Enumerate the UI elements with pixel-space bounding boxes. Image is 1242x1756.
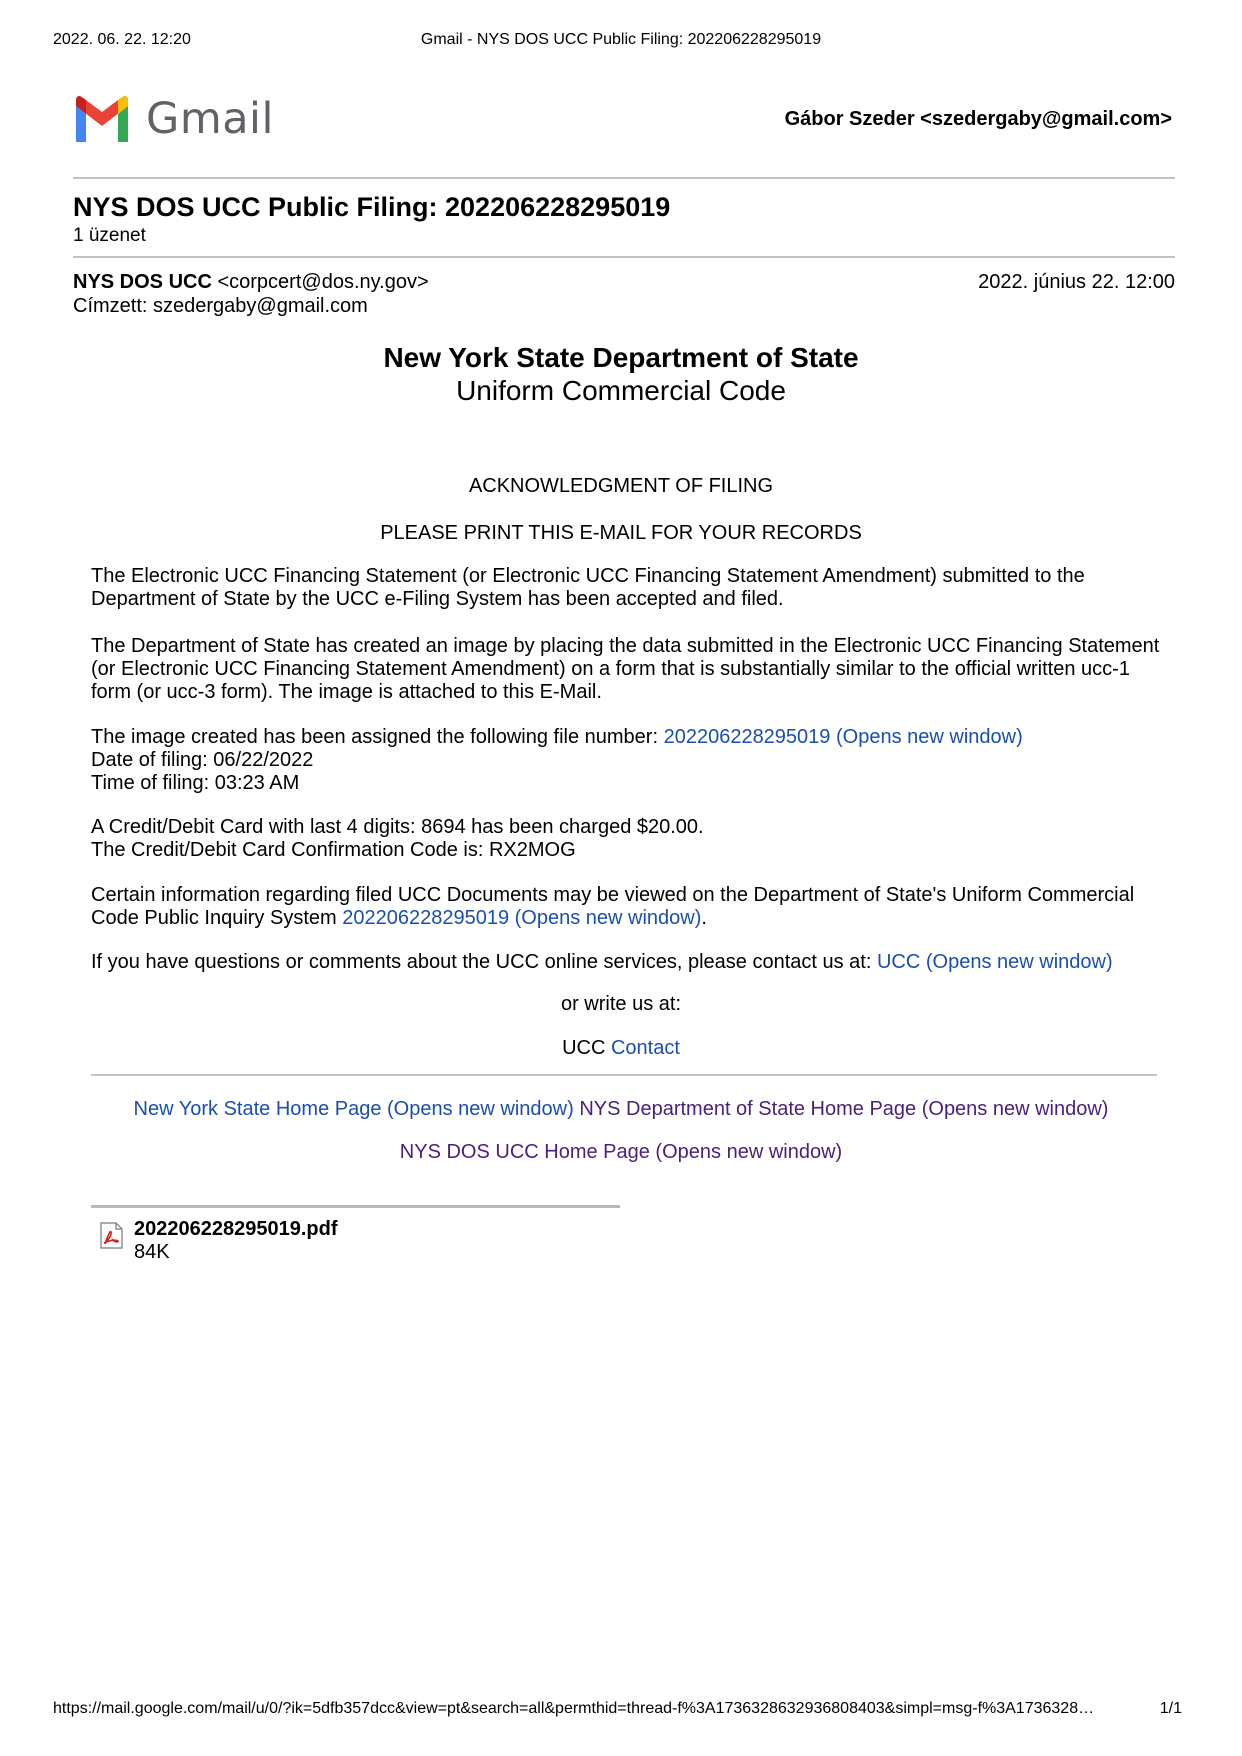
contact-link[interactable]: Contact <box>610 1037 680 1059</box>
footer-divider <box>91 1074 1157 1076</box>
gmail-logo-text: Gmail <box>146 94 274 144</box>
sender-email: <corpcert@dos.ny.gov> <box>217 271 429 293</box>
org-title: New York State Department of State <box>383 342 859 373</box>
paragraph-accepted: The Electronic UCC Financing Statement (or Electronic UCC Financing Statement Amendment) submitted to the Department of State by the UCC e-Filing System has been accepted and filed. <box>91 565 1085 610</box>
paragraph-file-number <box>91 726 1171 795</box>
contact-prefix: UCC <box>562 1037 611 1059</box>
paragraph-public-inquiry <box>91 884 1171 930</box>
recipient: Címzett: szedergaby@gmail.com <box>73 295 368 317</box>
confirmation-code-text: The Credit/Debit Card Confirmation Code is: RX2MOG <box>91 839 576 861</box>
acknowledgment-heading: ACKNOWLEDGMENT OF FILING <box>468 475 774 497</box>
paragraph-image: The Department of State has created an image by placing the data submitted in the Electronic UCC Financing Statement (or Electronic UCC Financing Statement Amendment) on a form that is substantially similar to the official written ucc-1 form (or ucc-3 form). The image is attached to this E-Mail. <box>91 635 1160 703</box>
attachment-divider <box>91 1205 620 1208</box>
subject-divider <box>73 256 1175 258</box>
file-number-link[interactable]: 202206228295019 (Opens new window) <box>663 726 1023 748</box>
footer-links-row-2 <box>0 1141 1242 1164</box>
attachment-size: 84K <box>134 1241 170 1263</box>
print-datetime: 2022. 06. 22. 12:20 <box>53 31 191 48</box>
ucc-contact-link[interactable]: UCC (Opens new window) <box>876 951 1113 973</box>
account-user: Gábor Szeder <szedergaby@gmail.com> <box>784 108 1172 130</box>
print-url: https://mail.google.com/mail/u/0/?ik=5dfb357dcc&view=pt&search=all&permthid=thread-f%3A1736328632936808403&simpl=msg-f%3A1736328… <box>53 1700 1095 1717</box>
sender-name: NYS DOS UCC <box>73 271 212 293</box>
pdf-file-icon[interactable] <box>99 1222 124 1249</box>
attachment-name[interactable]: 202206228295019.pdf <box>134 1218 338 1240</box>
public-inquiry-link[interactable]: 202206228295019 (Opens new window) <box>342 907 702 929</box>
write-us-text: or write us at: <box>560 993 682 1015</box>
gmail-logo <box>72 94 274 144</box>
file-number-text: The image created has been assigned the following file number: <box>91 726 664 748</box>
card-charge-text: A Credit/Debit Card with last 4 digits: 8694 has been charged $20.00. <box>91 816 704 838</box>
sender <box>73 271 429 294</box>
public-inquiry-text: Certain information regarding filed UCC Documents may be viewed on the Department of State's Uniform Commercial Code Public Inquiry System <box>91 884 1135 929</box>
email-subject: NYS DOS UCC Public Filing: 202206228295019 <box>73 192 671 222</box>
date-of-filing: Date of filing: 06/22/2022 <box>91 749 314 771</box>
gmail-m-icon <box>72 96 132 142</box>
questions-text: If you have questions or comments about the UCC online services, please contact us at: <box>91 951 877 973</box>
ny-state-home-link[interactable]: New York State Home Page (Opens new window) <box>133 1098 574 1120</box>
message-date: 2022. június 22. 12:00 <box>978 271 1175 293</box>
page-number: 1/1 <box>1159 1700 1182 1717</box>
contact-line <box>0 1037 1242 1060</box>
message-count: 1 üzenet <box>73 225 146 246</box>
header-divider <box>73 177 1175 179</box>
paragraph-questions <box>91 951 1171 974</box>
nys-dos-home-link[interactable]: NYS Department of State Home Page (Opens new window) <box>579 1098 1109 1120</box>
public-inquiry-period: . <box>701 907 707 929</box>
nys-dos-ucc-home-link[interactable]: NYS DOS UCC Home Page (Opens new window) <box>399 1141 843 1163</box>
footer-links-row <box>0 1098 1242 1121</box>
paragraph-payment <box>91 816 1171 862</box>
print-title: Gmail - NYS DOS UCC Public Filing: 202206228295019 <box>420 31 822 48</box>
org-subtitle: Uniform Commercial Code <box>456 375 786 406</box>
print-notice: PLEASE PRINT THIS E-MAIL FOR YOUR RECORDS <box>380 522 862 544</box>
time-of-filing: Time of filing: 03:23 AM <box>91 772 300 794</box>
